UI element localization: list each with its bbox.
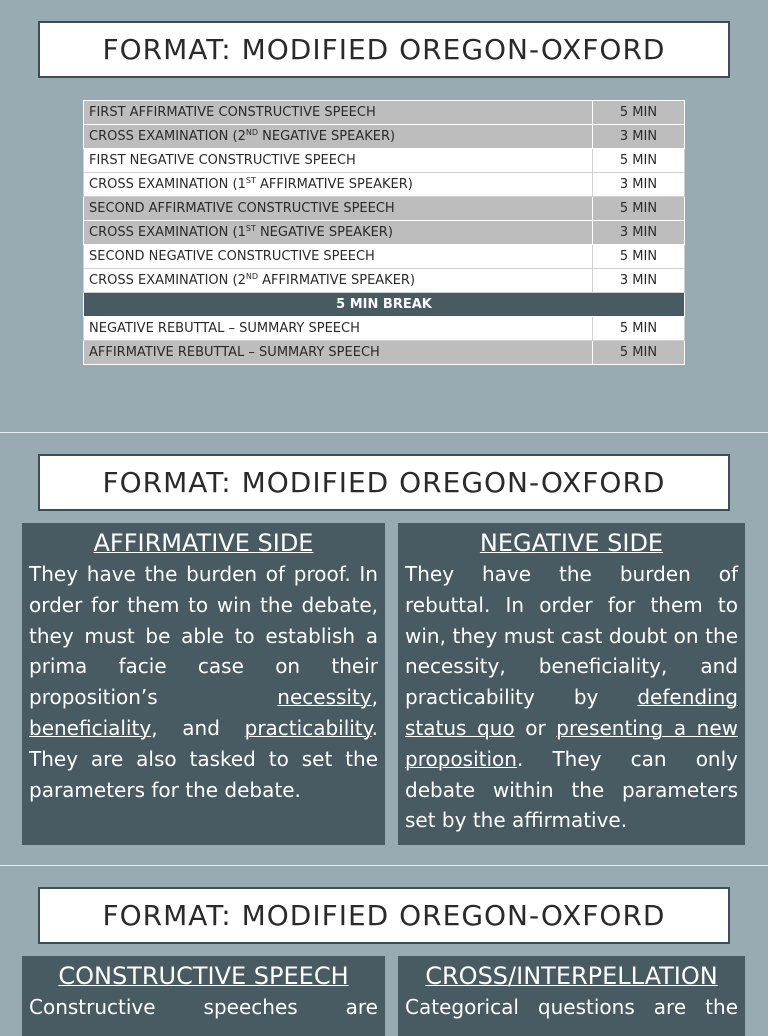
table-row bbox=[84, 173, 685, 197]
table-row bbox=[84, 149, 685, 173]
table-row bbox=[84, 197, 685, 221]
constructive-speech-panel bbox=[22, 956, 385, 1036]
table-row bbox=[84, 101, 685, 125]
table-row bbox=[84, 317, 685, 341]
affirmative-heading: AFFIRMATIVE SIDE bbox=[93, 529, 314, 557]
table-row bbox=[84, 269, 685, 293]
speech-time: 5 MIN bbox=[593, 317, 685, 341]
table-row bbox=[84, 341, 685, 365]
speech-time: 3 MIN bbox=[593, 269, 685, 293]
slide-title: FORMAT: MODIFIED OREGON-OXFORD bbox=[38, 21, 730, 78]
speech-time: 5 MIN bbox=[593, 197, 685, 221]
speech-time: 5 MIN bbox=[593, 245, 685, 269]
cross-interpellation-text: Categorical questions are the bbox=[405, 995, 738, 1019]
speech-name: AFFIRMATIVE REBUTTAL – SUMMARY SPEECH bbox=[84, 341, 593, 365]
slide-title: FORMAT: MODIFIED OREGON-OXFORD bbox=[38, 454, 730, 511]
table-row bbox=[84, 125, 685, 149]
speech-time: 5 MIN bbox=[593, 149, 685, 173]
speech-time: 3 MIN bbox=[593, 125, 685, 149]
speech-time: 3 MIN bbox=[593, 173, 685, 197]
negative-side-panel bbox=[398, 523, 745, 845]
speech-name: NEGATIVE REBUTTAL – SUMMARY SPEECH bbox=[84, 317, 593, 341]
break-row bbox=[84, 293, 685, 317]
cross-interpellation-panel bbox=[398, 956, 745, 1036]
speech-time: 3 MIN bbox=[593, 221, 685, 245]
table-row bbox=[84, 221, 685, 245]
speech-time: 5 MIN bbox=[593, 101, 685, 125]
slide-sides bbox=[0, 433, 768, 865]
cross-interpellation-heading: CROSS/INTERPELLATION bbox=[425, 962, 718, 990]
affirmative-side-panel bbox=[22, 523, 385, 845]
speech-schedule-table bbox=[83, 100, 685, 365]
negative-heading: NEGATIVE SIDE bbox=[479, 529, 664, 557]
slide-schedule bbox=[0, 0, 768, 432]
speech-name: CROSS EXAMINATION (2ND AFFIRMATIVE SPEAKER) bbox=[84, 269, 593, 293]
table-row bbox=[84, 245, 685, 269]
speech-name: CROSS EXAMINATION (2ND NEGATIVE SPEAKER) bbox=[84, 125, 593, 149]
speech-name: CROSS EXAMINATION (1ST NEGATIVE SPEAKER) bbox=[84, 221, 593, 245]
negative-text: They have the burden of rebuttal. In order for them to win, they must cast doubt on the necessity, beneficiality, and practicability by defending status quo or presenting a new proposition. They can only debate within the parameters set by the affirmative. bbox=[405, 562, 738, 833]
constructive-speech-heading: CONSTRUCTIVE SPEECH bbox=[58, 962, 349, 990]
constructive-speech-text: Constructive speeches are bbox=[29, 995, 378, 1019]
speech-time: 5 MIN bbox=[593, 341, 685, 365]
speech-name: FIRST NEGATIVE CONSTRUCTIVE SPEECH bbox=[84, 149, 593, 173]
break-label: 5 MIN BREAK bbox=[84, 293, 685, 317]
affirmative-text: They have the burden of proof. In order for them to win the debate, they must be able to establish a prima facie case on their proposition’s necessity, beneficiality, and practicability. They are also tasked to set the parameters for the debate. bbox=[29, 562, 378, 802]
speech-name: SECOND AFFIRMATIVE CONSTRUCTIVE SPEECH bbox=[84, 197, 593, 221]
speech-name: FIRST AFFIRMATIVE CONSTRUCTIVE SPEECH bbox=[84, 101, 593, 125]
slide-title: FORMAT: MODIFIED OREGON-OXFORD bbox=[38, 887, 730, 944]
speech-name: CROSS EXAMINATION (1ST AFFIRMATIVE SPEAKER) bbox=[84, 173, 593, 197]
slide-speeches bbox=[0, 866, 768, 1024]
speech-name: SECOND NEGATIVE CONSTRUCTIVE SPEECH bbox=[84, 245, 593, 269]
